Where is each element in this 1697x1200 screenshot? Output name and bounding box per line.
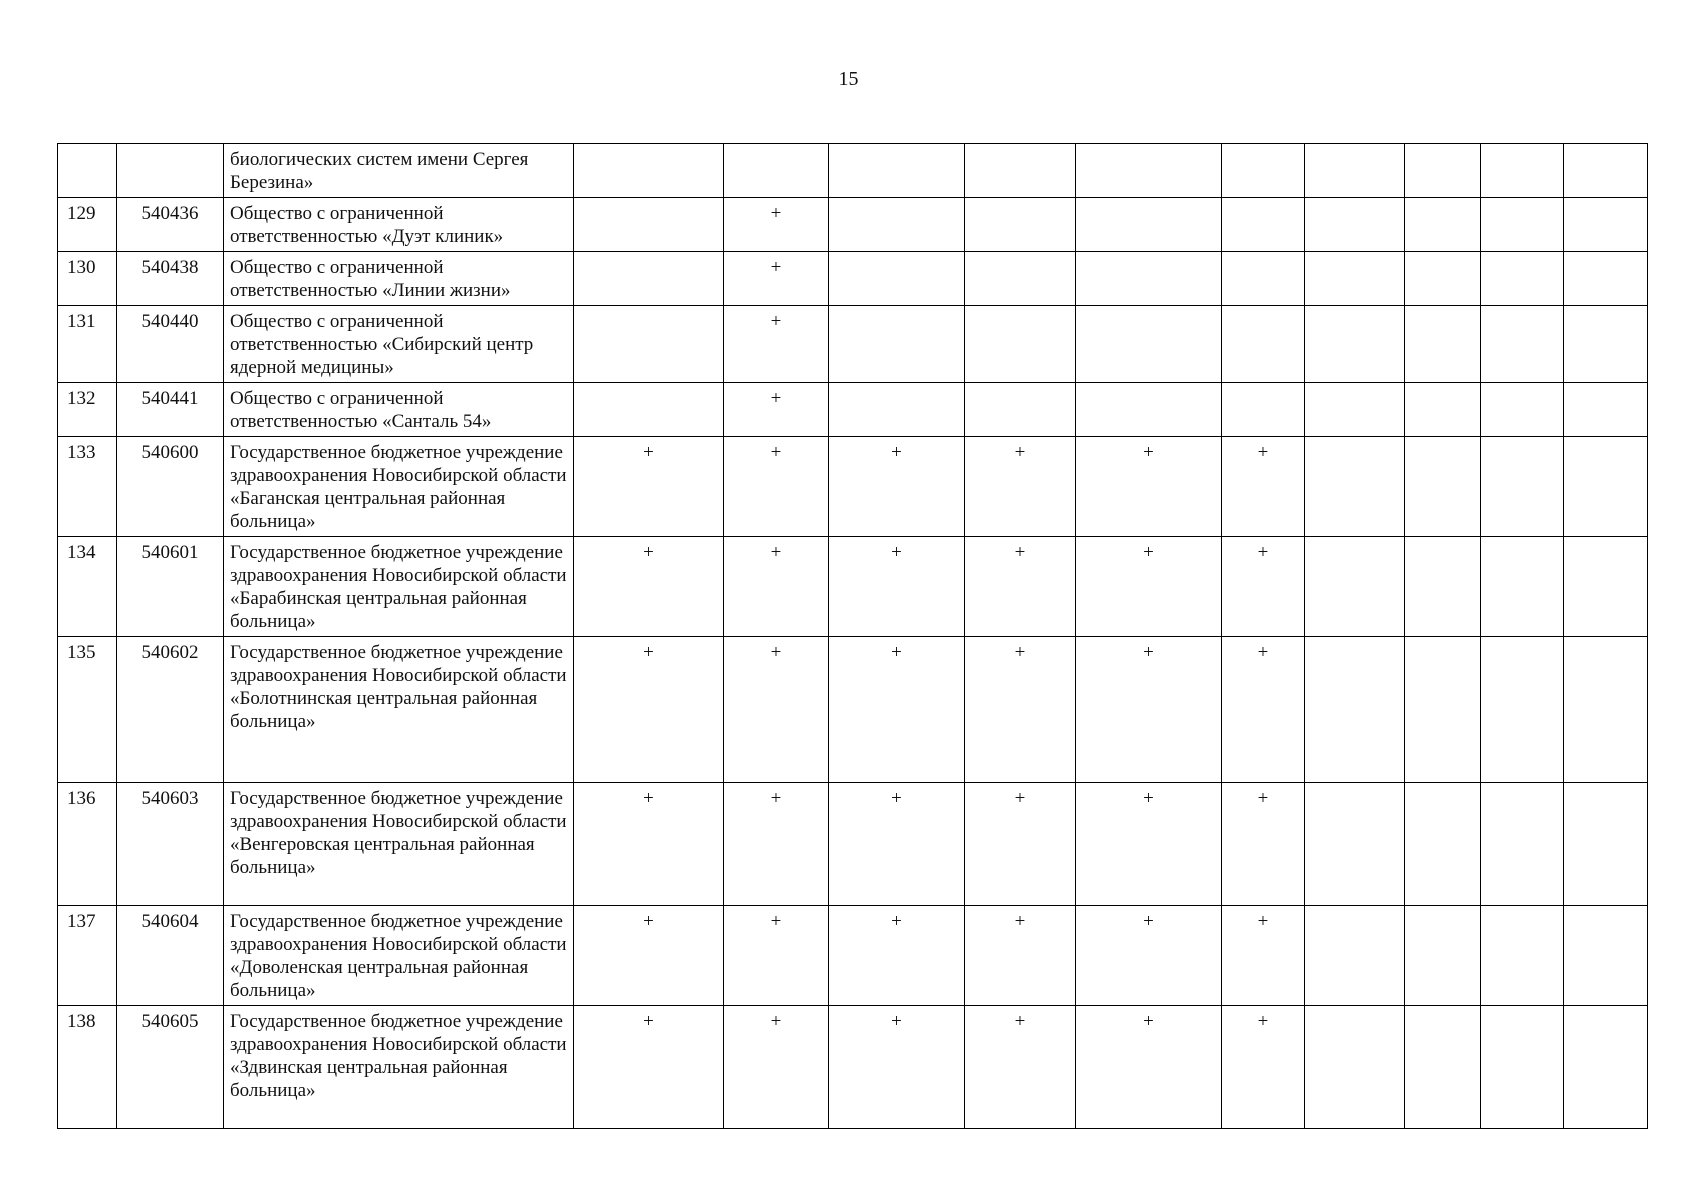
mark-cell: + <box>829 437 965 537</box>
mark-cell <box>1481 437 1564 537</box>
org-name-cell: Общество с ограниченной ответственностью «Дуэт клиник» <box>224 198 574 252</box>
mark-cell <box>965 144 1076 198</box>
mark-cell <box>1222 198 1305 252</box>
mark-cell: + <box>574 537 724 637</box>
mark-cell: + <box>829 906 965 1006</box>
org-name-cell: Общество с ограниченной ответственностью «Санталь 54» <box>224 383 574 437</box>
mark-cell: + <box>1076 537 1222 637</box>
table-row <box>58 437 1648 537</box>
mark-cell <box>1481 537 1564 637</box>
table-row <box>58 383 1648 437</box>
table-row <box>58 783 1648 906</box>
mark-cell <box>1564 906 1648 1006</box>
mark-cell <box>1564 252 1648 306</box>
mark-cell <box>1481 252 1564 306</box>
mark-cell <box>1405 637 1481 783</box>
mark-cell: + <box>1222 537 1305 637</box>
mark-cell <box>724 144 829 198</box>
mark-cell: + <box>724 1006 829 1129</box>
table-row <box>58 252 1648 306</box>
mark-cell <box>1405 306 1481 383</box>
mark-cell: + <box>1076 906 1222 1006</box>
mark-cell <box>1481 1006 1564 1129</box>
mark-cell <box>1076 306 1222 383</box>
mark-cell <box>1305 437 1405 537</box>
row-number-cell: 131 <box>58 306 117 383</box>
registry-table <box>57 143 1648 1129</box>
mark-cell: + <box>965 1006 1076 1129</box>
row-number-cell: 132 <box>58 383 117 437</box>
table-row <box>58 637 1648 783</box>
mark-cell: + <box>1076 437 1222 537</box>
table-row <box>58 306 1648 383</box>
table-row <box>58 537 1648 637</box>
mark-cell <box>1305 306 1405 383</box>
mark-cell <box>1305 906 1405 1006</box>
mark-cell <box>1564 437 1648 537</box>
mark-cell <box>829 144 965 198</box>
mark-cell <box>1564 637 1648 783</box>
mark-cell <box>1481 198 1564 252</box>
mark-cell: + <box>724 198 829 252</box>
org-code-cell: 540601 <box>117 537 224 637</box>
mark-cell: + <box>724 906 829 1006</box>
mark-cell <box>1405 1006 1481 1129</box>
org-code-cell: 540438 <box>117 252 224 306</box>
mark-cell <box>829 252 965 306</box>
mark-cell: + <box>965 537 1076 637</box>
row-number-cell: 138 <box>58 1006 117 1129</box>
row-number-cell: 133 <box>58 437 117 537</box>
org-name-cell: Государственное бюджетное учреждение здравоохранения Новосибирской области «Барабинская центральная районная больница» <box>224 537 574 637</box>
page-number: 15 <box>838 68 859 90</box>
mark-cell: + <box>1076 1006 1222 1129</box>
mark-cell <box>965 383 1076 437</box>
row-number-cell: 135 <box>58 637 117 783</box>
mark-cell <box>1222 144 1305 198</box>
mark-cell: + <box>1222 437 1305 537</box>
mark-cell: + <box>1076 637 1222 783</box>
org-code-cell: 540604 <box>117 906 224 1006</box>
mark-cell <box>1222 252 1305 306</box>
mark-cell <box>1076 383 1222 437</box>
org-code-cell: 540605 <box>117 1006 224 1129</box>
mark-cell: + <box>1076 783 1222 906</box>
mark-cell <box>1076 144 1222 198</box>
mark-cell: + <box>1222 906 1305 1006</box>
mark-cell <box>1481 306 1564 383</box>
org-name-cell: Государственное бюджетное учреждение здравоохранения Новосибирской области «Болотнинская центральная районная больница» <box>224 637 574 783</box>
mark-cell <box>1564 306 1648 383</box>
org-name-cell: Государственное бюджетное учреждение здравоохранения Новосибирской области «Венгеровская центральная районная больница» <box>224 783 574 906</box>
mark-cell <box>1405 383 1481 437</box>
mark-cell <box>574 306 724 383</box>
mark-cell: + <box>724 252 829 306</box>
org-code-cell: 540441 <box>117 383 224 437</box>
mark-cell <box>829 383 965 437</box>
mark-cell: + <box>829 537 965 637</box>
mark-cell <box>1481 637 1564 783</box>
org-code-cell: 540600 <box>117 437 224 537</box>
mark-cell <box>1481 783 1564 906</box>
mark-cell: + <box>724 537 829 637</box>
mark-cell <box>1405 783 1481 906</box>
mark-cell <box>1405 906 1481 1006</box>
mark-cell <box>1305 144 1405 198</box>
mark-cell: + <box>724 783 829 906</box>
mark-cell <box>965 198 1076 252</box>
mark-cell <box>829 306 965 383</box>
row-number-cell: 130 <box>58 252 117 306</box>
mark-cell: + <box>965 906 1076 1006</box>
mark-cell: + <box>1222 1006 1305 1129</box>
org-code-cell: 540602 <box>117 637 224 783</box>
mark-cell <box>1405 144 1481 198</box>
mark-cell <box>1481 906 1564 1006</box>
row-number-cell: 137 <box>58 906 117 1006</box>
org-name-cell: Государственное бюджетное учреждение здравоохранения Новосибирской области «Баганская центральная районная больница» <box>224 437 574 537</box>
mark-cell <box>574 383 724 437</box>
mark-cell <box>1564 198 1648 252</box>
mark-cell <box>1305 252 1405 306</box>
mark-cell <box>1305 383 1405 437</box>
mark-cell <box>1305 637 1405 783</box>
row-number-cell <box>58 144 117 198</box>
mark-cell <box>965 306 1076 383</box>
org-code-cell <box>117 144 224 198</box>
org-name-cell: Государственное бюджетное учреждение здравоохранения Новосибирской области «Здвинская центральная районная больница» <box>224 1006 574 1129</box>
mark-cell <box>1076 252 1222 306</box>
mark-cell <box>1405 198 1481 252</box>
org-code-cell: 540603 <box>117 783 224 906</box>
mark-cell <box>1405 537 1481 637</box>
mark-cell <box>1564 783 1648 906</box>
mark-cell: + <box>1222 783 1305 906</box>
mark-cell: + <box>574 1006 724 1129</box>
mark-cell: + <box>724 383 829 437</box>
mark-cell <box>1305 1006 1405 1129</box>
mark-cell: + <box>574 437 724 537</box>
mark-cell <box>1481 383 1564 437</box>
mark-cell: + <box>965 783 1076 906</box>
mark-cell <box>1564 537 1648 637</box>
mark-cell <box>1481 144 1564 198</box>
mark-cell: + <box>574 906 724 1006</box>
mark-cell <box>1405 252 1481 306</box>
table-row <box>58 144 1648 198</box>
mark-cell <box>1405 437 1481 537</box>
row-number-cell: 129 <box>58 198 117 252</box>
mark-cell <box>829 198 965 252</box>
mark-cell <box>574 198 724 252</box>
mark-cell <box>1222 306 1305 383</box>
mark-cell <box>574 252 724 306</box>
org-name-cell: Государственное бюджетное учреждение здравоохранения Новосибирской области «Доволенская центральная районная больница» <box>224 906 574 1006</box>
mark-cell: + <box>965 637 1076 783</box>
org-code-cell: 540440 <box>117 306 224 383</box>
mark-cell <box>1305 537 1405 637</box>
row-number-cell: 134 <box>58 537 117 637</box>
mark-cell: + <box>574 637 724 783</box>
mark-cell <box>1564 1006 1648 1129</box>
mark-cell: + <box>829 783 965 906</box>
org-name-cell: Общество с ограниченной ответственностью «Сибирский центр ядерной медицины» <box>224 306 574 383</box>
org-name-cell: биологических систем имени Сергея Березина» <box>224 144 574 198</box>
mark-cell: + <box>829 1006 965 1129</box>
mark-cell: + <box>1222 637 1305 783</box>
mark-cell <box>574 144 724 198</box>
mark-cell: + <box>829 637 965 783</box>
mark-cell <box>965 252 1076 306</box>
mark-cell: + <box>724 306 829 383</box>
mark-cell <box>1076 198 1222 252</box>
mark-cell: + <box>724 637 829 783</box>
mark-cell <box>1222 383 1305 437</box>
org-code-cell: 540436 <box>117 198 224 252</box>
table-row <box>58 198 1648 252</box>
mark-cell: + <box>574 783 724 906</box>
mark-cell <box>1564 383 1648 437</box>
mark-cell <box>1305 198 1405 252</box>
row-number-cell: 136 <box>58 783 117 906</box>
mark-cell <box>1564 144 1648 198</box>
org-name-cell: Общество с ограниченной ответственностью «Линии жизни» <box>224 252 574 306</box>
table-row <box>58 1006 1648 1129</box>
mark-cell: + <box>724 437 829 537</box>
mark-cell: + <box>965 437 1076 537</box>
mark-cell <box>1305 783 1405 906</box>
table-row <box>58 906 1648 1006</box>
